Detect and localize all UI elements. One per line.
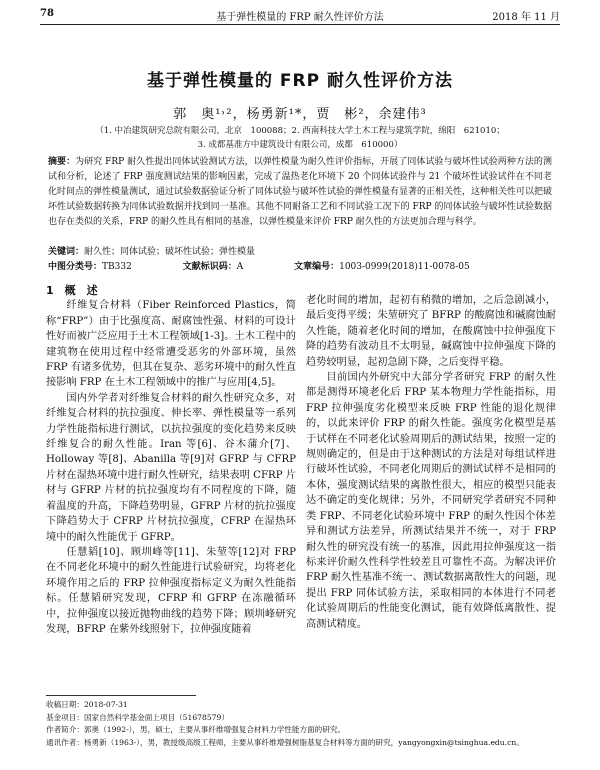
page-number: 78 (40, 8, 54, 19)
body-column-left (46, 283, 296, 637)
keywords-label: 关键词： (48, 247, 85, 257)
footnote-received: 收稿日期：2018-07-31 (46, 700, 128, 709)
running-title: 基于弹性模量的 FRP 耐久性评价方法 (216, 12, 384, 23)
affiliation-line: （1. 中冶建筑研究总院有限公司，北京 100088；2. 西南科技大学土木工程与建筑学院，绵阳 621010； (95, 126, 505, 136)
section-heading: 1 概 述 (46, 284, 98, 297)
footnote-author: 作者简介：郭奥（1992-），男，硕士，主要从事纤维增强复合材料力学性能方面的研究。 (46, 725, 346, 734)
abstract-label: 摘要： (48, 157, 76, 167)
footnote-funding: 基金项目：国家自然科学基金面上项目（51678579） (46, 712, 229, 722)
body-column-right (306, 293, 556, 632)
footnote-rule (46, 695, 196, 696)
article-id: 文章编号：1003-0999(2018)11-0078-05 (294, 262, 470, 272)
body-paragraph: 国内外学者对纤维复合材料的耐久性研究众多，对纤维复合材料的抗拉强度、伸长率、弹性模量等一系列力学性能指标进行测试，以抗拉强度的变化趋势来反映纤维复合的耐久性能。Iran 等[6]、谷木蒲介[7]、Holloway 等[8]、Abanilla 等[9]对 GFRP 与 CFRP 片材在湿热环境中进行耐久性研究，结果表明 CFRP 片材与 GFRP 片材的抗拉强度均有不同程度的下降，随着温度的升高，下降趋势明显，GFRP 片材的抗拉强度下降趋势大于 CFRP 片材抗拉强度，CFRP 在湿热环境中的耐久性能优于 GFRP。 (46, 392, 296, 543)
keywords-text: 耐久性；同体试验；破坏性试验；弹性模量 (84, 247, 256, 257)
abstract (48, 155, 552, 230)
author-list: 郭 奥¹˒²，杨勇新¹*，贾 彬²，余建伟³ (173, 107, 427, 122)
body-paragraph: 老化时间的增加，起初有稍微的增加，之后急剧减小，最后变得平缓；朱堃研究了 BFRP 的酸腐蚀和碱腐蚀耐久性能，随着老化时间的增加，在酸腐蚀中拉伸强度下降的趋势有波动且不太明显，碱腐蚀中拉伸强度下降的趋势较明显，起初急剧下降，之后变得平稳。 (306, 295, 556, 368)
paper-title: 基于弹性模量的 FRP 耐久性评价方法 (147, 71, 453, 91)
classification-line (48, 259, 552, 272)
issue-date: 2018 年 11 月 (492, 12, 560, 23)
footnotes (46, 699, 554, 749)
abstract-text: 为研究 FRP 耐久性提出同体试验测试方法，以弹性模量为耐久性评价指标，开展了同体试验与破坏性试验两种方法的测试和分析，论述了 FRP 强度测试结果的影响因素，完成了温热老化环境下 20 个同体试验件与 21 个破坏性试验试件在不同老化时间点的弹性模量测试，通过试验数据验证分析了同体试验与破坏性试验的弹性模量有显著的正相关性，这种相关性可以把破坏性试验数据转换为同体试验数据并找到同一基准。其他不同耐备工艺和不同试验工况下的 FRP 的同体试验与破坏性试验数据也存在类似的关系，FRP 的耐久性具有相同的基准，以弹性模量来评价 FRP 耐久性的方法更加合理与科学。 (48, 157, 553, 227)
document-code: 文献标识码：A (182, 262, 244, 272)
body-paragraph: 纤维复合材料（Fiber Reinforced Plastics，简称“FRP”）由于比强度高、耐腐蚀性强、材料的可设计性好而被广泛应用于土木工程领域[1-3]。土木工程中的建筑物在使用过程中经常遭受恶劣的外部环境，虽然 FRP 有诸多优势，但其在复杂、恶劣环境中的耐久性直接影响 FRP 在土木工程领域中的推广与应用[4,5]。 (46, 300, 296, 389)
footnote-corresponding: 通讯作者：杨勇新（1963-），男，教授级高级工程师，主要从事纤维增强树脂基复合材料等方面的研究，yangyongxin@tsinghua.edu.cn。 (46, 737, 524, 747)
affiliation-line: 3. 成都基准方中建筑设计有限公司，成都 610000） (197, 140, 403, 150)
clc-code: 中图分类号：TB332 (48, 262, 132, 272)
keywords (48, 244, 552, 257)
body-paragraph: 目前国内外研究中大部分学者研究 FRP 的耐久性都是测得环境老化后 FRP 某本物理力学性能指标，用 FRP 拉伸强度劣化模型来反映 FRP 性能的退化规律的，以此来评价 FRP 的耐久性能。强度劣化模型是基于试样在不同老化试验周期后的测试结果，按照一定的规则确定的，但是由于这种测试的方法是对每组试样进行破坏性试验，不同老化周期后的测试试样不是相同的本体，强度测试结果的离散性很大，相应的模型只能表达不确定的变化规律；另外，不同研究学者研究不同种类 FRP、不同老化试验环境中 FRP 的耐久性因个体差异和测试方法差异，所测试结果并不统一，对于 FRP 耐久性的研究没有统一的基准，因此用拉伸强度这一指标来评价耐久性科学性较差且可靠性不高。为解决评价 FRP 耐久性基准不统一、测试数据离散性大的问题，现提出 FRP 同体试验方法，采取相同的本体进行不同老化试验周期后的性能变化测试，能有效降低离散性、提高测试精度。 (306, 372, 556, 630)
body-paragraph: 任慧韬[10]、顾圳峰等[11]、朱堃等[12]对 FRP 在不同老化环境中的耐久性能进行试验研究，均将老化环境作用之后的 FRP 拉伸强度指标定义为耐久性能指标。任慧韬研究发现，CFRP 和 GFRP 在冻融循环中，拉伸强度以接近抛物曲线的趋势下降；顾圳峰研究发现，BFRP 在紫外线照射下，拉伸强度随着 (46, 546, 296, 635)
header-rule (40, 24, 560, 25)
